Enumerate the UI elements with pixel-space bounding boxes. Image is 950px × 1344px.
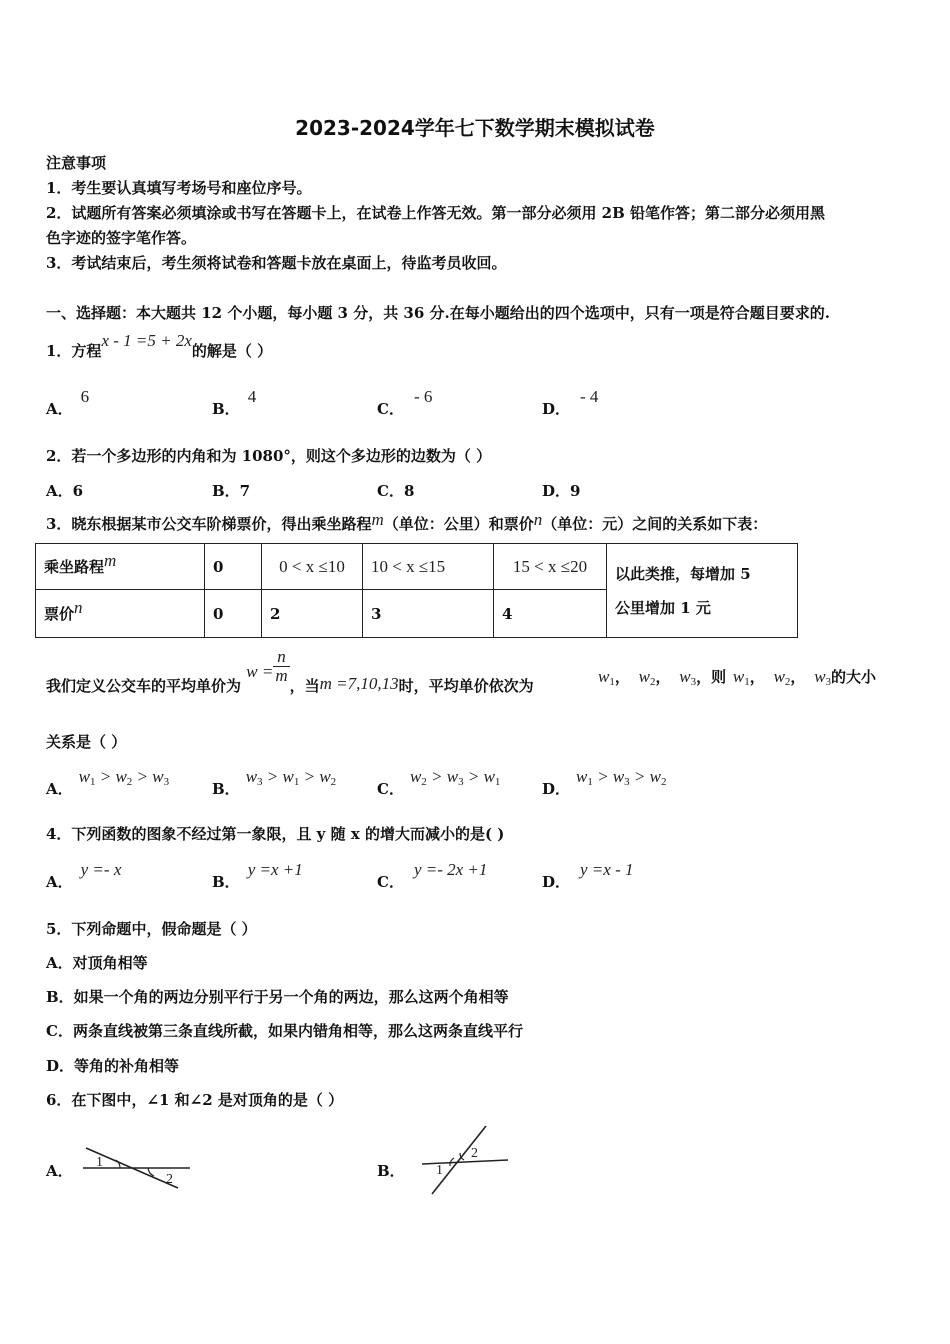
table-cell: 0: [205, 544, 262, 590]
fare-table: [35, 543, 798, 638]
notice-item-2: 2．试题所有答案必须填涂或书写在答题卡上，在试卷上作答无效。第一部分必须用 2B 铅笔作答；第二部分必须用黑: [46, 204, 826, 222]
q4-option-a: A．y =- x: [46, 860, 122, 891]
q3-definition: 我们定义公交车的平均单价为 w = $\frac{n}{m}$ ，当m =7,10,13时，平均单价依次为: [46, 647, 534, 695]
q3-option-d: D．$w_1 > w_3 > w_2$: [542, 767, 667, 798]
table-cell-range: 15 < x ≤20: [494, 544, 607, 590]
q5-option-d: D．等角的补角相等: [46, 1057, 180, 1075]
q6-figure-b: [418, 1122, 512, 1196]
q2-stem: 2．若一个多边形的内角和为 1080°，则这个多边形的边数为（ ）: [46, 447, 492, 465]
option-label: B．: [212, 400, 240, 418]
q3-var-n: n: [533, 510, 543, 529]
q4-option-d: D．y =x - 1: [542, 860, 634, 891]
q3-option-b: B．$w_3 > w_1 > w_2$: [212, 767, 337, 798]
option-value: - 4: [580, 387, 599, 406]
q5-stem: 5．下列命题中，假命题是（ ）: [46, 920, 257, 938]
q5-option-c: C．两条直线被第三条直线所截，如果内错角相等，那么这两条直线平行: [46, 1022, 523, 1040]
table-cell: 3: [363, 590, 494, 638]
option-label: A．: [46, 400, 73, 418]
q1-option-c: [377, 386, 433, 418]
table-cell-note: 以此类推，每增加 5 公里增加 1 元: [607, 544, 798, 638]
notice-item-2-cont: 色字迹的签字笔作答。: [46, 229, 197, 247]
q3-fraction: $\frac{n}{m}$: [275, 647, 288, 685]
q3-stem: [46, 510, 768, 534]
table-cell-price-head: 票价n: [36, 590, 205, 638]
q1-option-b: [212, 386, 257, 418]
q3-w: w =: [246, 661, 274, 681]
q1-prefix: 1．方程: [46, 342, 102, 360]
q4-stem: 4．下列函数的图象不经过第一象限，且 y 随 x 的增大而减小的是( ): [46, 825, 505, 843]
q6-option-b-label: B．: [377, 1162, 405, 1180]
option-value: - 6: [413, 387, 433, 406]
angle-2-label: 2: [166, 1172, 173, 1187]
q3-var-m: m: [371, 510, 384, 529]
q1-suffix: 的解是（ ）: [191, 342, 273, 360]
table-cell-distance-head: 乘坐路程m: [36, 544, 205, 590]
option-value: 4: [247, 387, 257, 406]
notice-item-1: 1．考生要认真填写考场号和座位序号。: [46, 179, 312, 197]
q5-option-b: B．如果一个角的两边分别平行于另一个角的两边，那么这两个角相等: [46, 988, 509, 1006]
table-cell-range: 0 < x ≤10: [262, 544, 363, 590]
table-cell: 2: [262, 590, 363, 638]
q1-option-d: [542, 386, 599, 418]
option-label: D．: [542, 400, 571, 418]
q3-def-text: 我们定义公交车的平均单价为: [46, 676, 242, 695]
q1-equation: x - 1 =5 + 2x: [101, 331, 192, 350]
angle-1-label: 1: [436, 1163, 443, 1178]
q3-line2: 关系是（ ）: [46, 733, 127, 751]
q2-option-b: B．7: [212, 482, 251, 500]
q4-option-c: C．y =- 2x +1: [377, 860, 488, 891]
q6-option-a-label: A．: [46, 1162, 73, 1180]
q2-option-d: D．9: [542, 482, 581, 500]
notice-item-3: 3．考试结束后，考生须将试卷和答题卡放在桌面上，待监考员收回。: [46, 254, 507, 272]
q3-w-list: $w_1$， $w_2$， $w_3$，则 $w_1$， $w_2$， $w_3$的大小: [598, 667, 877, 688]
q2-option-c: C．8: [377, 482, 415, 500]
q3-option-c: C．$w_2 > w_3 > w_1$: [377, 767, 501, 798]
q6-stem: 6．在下图中，∠1 和∠2 是对顶角的是（ ）: [46, 1091, 344, 1109]
q5-option-a: A．对顶角相等: [46, 954, 148, 972]
option-value: 6: [80, 387, 90, 406]
angle-1-label: 1: [96, 1155, 103, 1170]
section-heading: 一、选择题：本大题共 12 个小题，每小题 3 分，共 36 分.在每小题给出的四个选项中，只有一项是符合题目要求的.: [46, 304, 830, 322]
q1-stem: [46, 331, 273, 361]
q3-text-2: （单位：公里）和票价: [383, 515, 534, 533]
page-title: 2023-2024学年七下数学期末模拟试卷: [295, 116, 655, 140]
q3-text-1: 3．晓东根据某市公交车阶梯票价，得出乘坐路程: [46, 515, 372, 533]
notice-heading: 注意事项: [46, 154, 107, 172]
angle-2-label: 2: [471, 1146, 478, 1161]
q6-figure-a: [78, 1138, 198, 1190]
table-cell-range: 10 < x ≤15: [363, 544, 494, 590]
option-label: C．: [377, 400, 404, 418]
q3-mvals: m =7,10,13: [319, 673, 399, 693]
table-cell: 4: [494, 590, 607, 638]
table-row: [36, 544, 798, 590]
q2-option-a: A．6: [46, 482, 84, 500]
q3-text-3: （单位：元）之间的关系如下表：: [542, 515, 768, 533]
table-cell: 0: [205, 590, 262, 638]
q4-option-b: B．y =x +1: [212, 860, 303, 891]
q1-option-a: [46, 386, 90, 418]
q3-option-a: A．$w_1 > w_2 > w_3$: [46, 767, 170, 798]
